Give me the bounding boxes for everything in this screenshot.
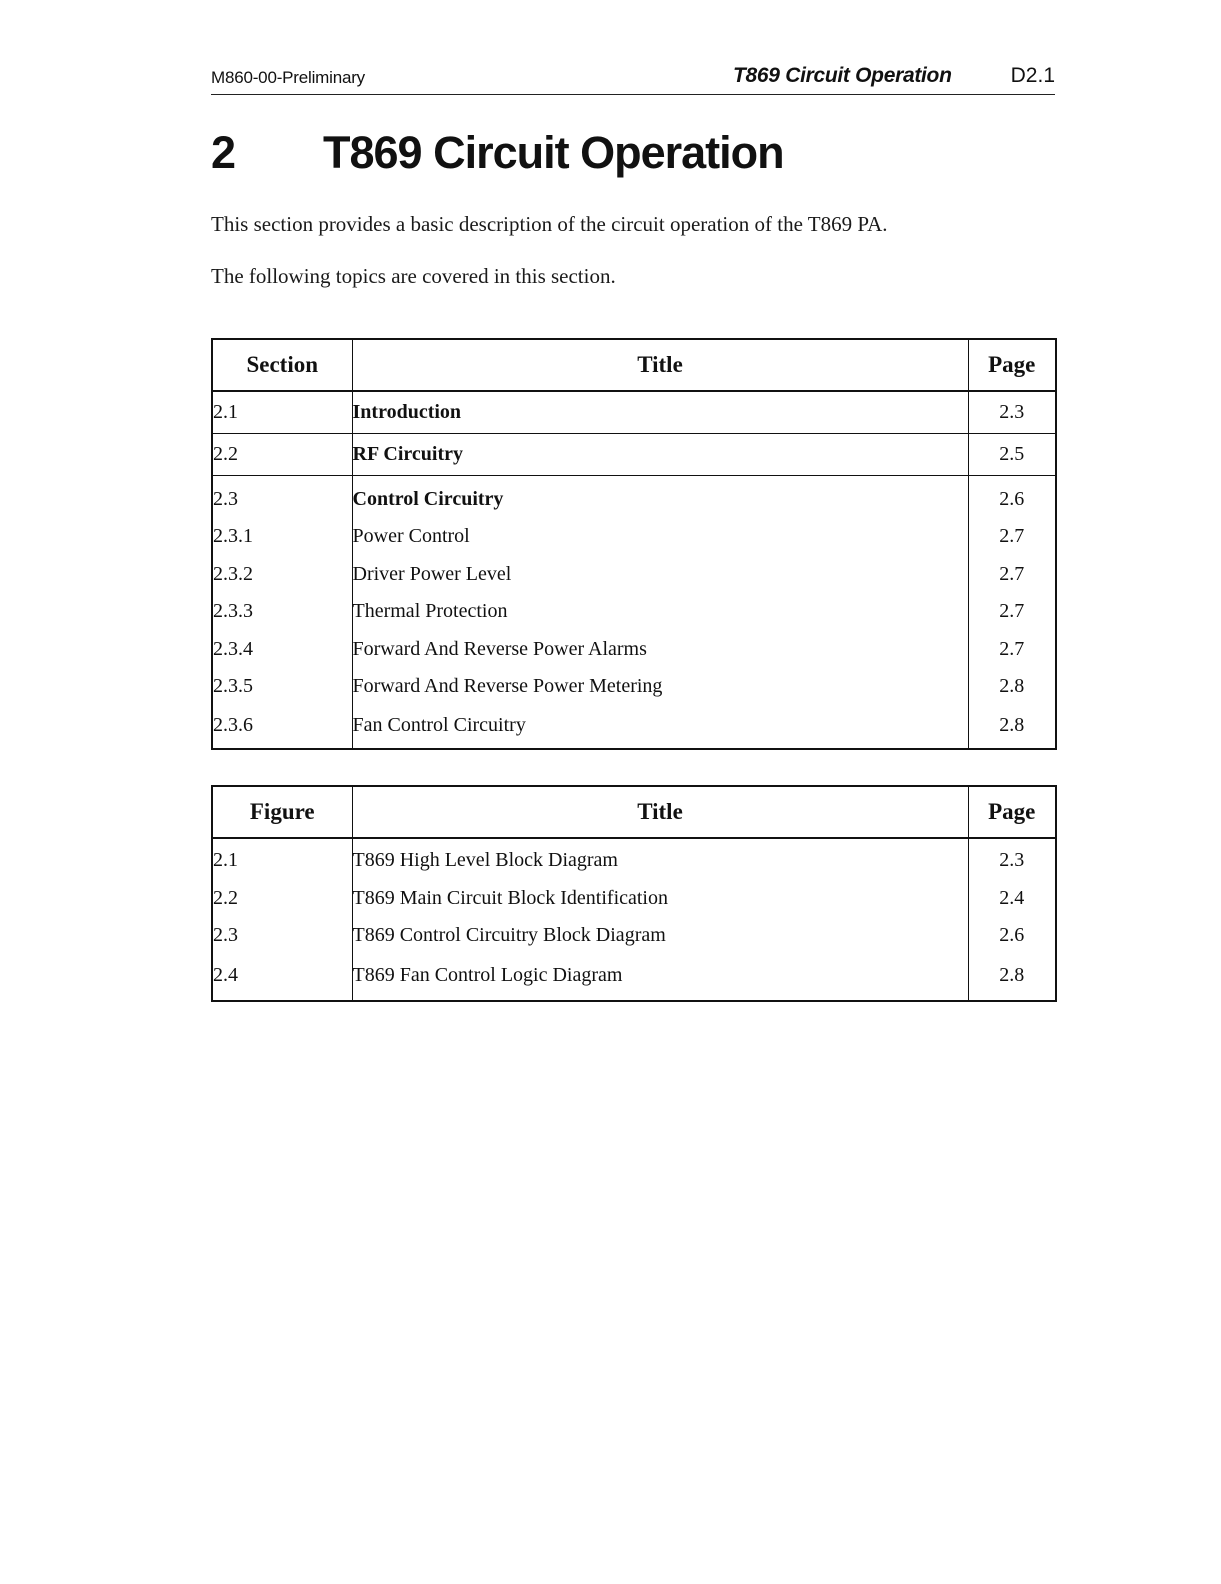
subsection-number: 2.3.6 xyxy=(212,706,352,749)
section-page: 2.5 xyxy=(968,434,1056,476)
sections-table-header xyxy=(212,339,1056,391)
subsection-number: 2.3.5 xyxy=(212,668,352,706)
figure-page: 2.4 xyxy=(999,886,1025,909)
section-title: Introduction xyxy=(352,391,968,434)
subsection-page: 2.7 xyxy=(999,562,1025,585)
table-row xyxy=(212,706,1056,749)
figure-number: 2.3 xyxy=(212,917,352,955)
running-title: T869 Circuit Operation xyxy=(733,64,952,87)
sections-table xyxy=(211,338,1057,750)
intro-paragraph: This section provides a basic description of the circuit operation of the T869 PA. xyxy=(211,212,888,236)
table-row xyxy=(212,593,1056,631)
figure-number: 2.2 xyxy=(212,880,352,918)
title-column-header: Title xyxy=(352,339,968,391)
table-row xyxy=(212,434,1056,476)
figure-title: T869 Fan Control Logic Diagram xyxy=(352,955,968,1001)
table-row xyxy=(212,556,1056,594)
chapter-title: T869 Circuit Operation xyxy=(323,127,784,178)
figure-page: 2.6 xyxy=(999,924,1025,947)
figure-number: 2.1 xyxy=(212,838,352,880)
table-row xyxy=(212,518,1056,556)
subsection-title: Fan Control Circuitry xyxy=(352,706,968,749)
subsection-number: 2.3.2 xyxy=(212,556,352,594)
subsection-page: 2.7 xyxy=(999,525,1025,548)
topics-paragraph: The following topics are covered in this section. xyxy=(211,264,616,288)
section-column-header: Section xyxy=(212,339,352,391)
figure-number: 2.4 xyxy=(212,955,352,1001)
section-page: 2.6 xyxy=(999,487,1025,510)
subsection-page: 2.7 xyxy=(999,600,1025,623)
chapter-number: 2 xyxy=(211,127,236,178)
subsection-page: 2.8 xyxy=(999,714,1025,736)
figure-title: T869 High Level Block Diagram xyxy=(352,838,968,880)
page-column-header: Page xyxy=(968,786,1056,838)
subsection-page: 2.7 xyxy=(999,637,1025,660)
subsection-title: Forward And Reverse Power Metering xyxy=(352,668,968,706)
document-id: M860-00-Preliminary xyxy=(211,68,365,87)
table-row xyxy=(212,391,1056,434)
table-row xyxy=(212,476,1056,519)
page-column-header: Page xyxy=(968,339,1056,391)
figure-title: T869 Main Circuit Block Identification xyxy=(352,880,968,918)
table-row xyxy=(212,668,1056,706)
figure-page: 2.3 xyxy=(999,849,1025,872)
page-header xyxy=(211,60,1055,95)
table-row xyxy=(212,917,1056,955)
section-title: RF Circuitry xyxy=(352,434,968,476)
subsection-number: 2.3.1 xyxy=(212,518,352,556)
subsection-page: 2.8 xyxy=(999,675,1025,698)
subsection-title: Thermal Protection xyxy=(352,593,968,631)
figure-page: 2.8 xyxy=(999,964,1025,986)
title-column-header: Title xyxy=(352,786,968,838)
figure-column-header: Figure xyxy=(212,786,352,838)
section-page: 2.3 xyxy=(968,391,1056,434)
section-number: 2.1 xyxy=(212,391,352,434)
section-number: 2.2 xyxy=(212,434,352,476)
table-row xyxy=(212,631,1056,669)
subsection-title: Power Control xyxy=(352,518,968,556)
table-row xyxy=(212,955,1056,1001)
section-number: 2.3 xyxy=(212,476,352,519)
figure-title: T869 Control Circuitry Block Diagram xyxy=(352,917,968,955)
subsection-number: 2.3.4 xyxy=(212,631,352,669)
table-row xyxy=(212,880,1056,918)
table-row xyxy=(212,838,1056,880)
figures-table-header xyxy=(212,786,1056,838)
subsection-title: Forward And Reverse Power Alarms xyxy=(352,631,968,669)
page-number: D2.1 xyxy=(1010,64,1055,87)
subsection-number: 2.3.3 xyxy=(212,593,352,631)
subsection-title: Driver Power Level xyxy=(352,556,968,594)
chapter-heading xyxy=(211,127,911,183)
section-title: Control Circuitry xyxy=(352,476,968,519)
figures-table xyxy=(211,785,1057,1002)
